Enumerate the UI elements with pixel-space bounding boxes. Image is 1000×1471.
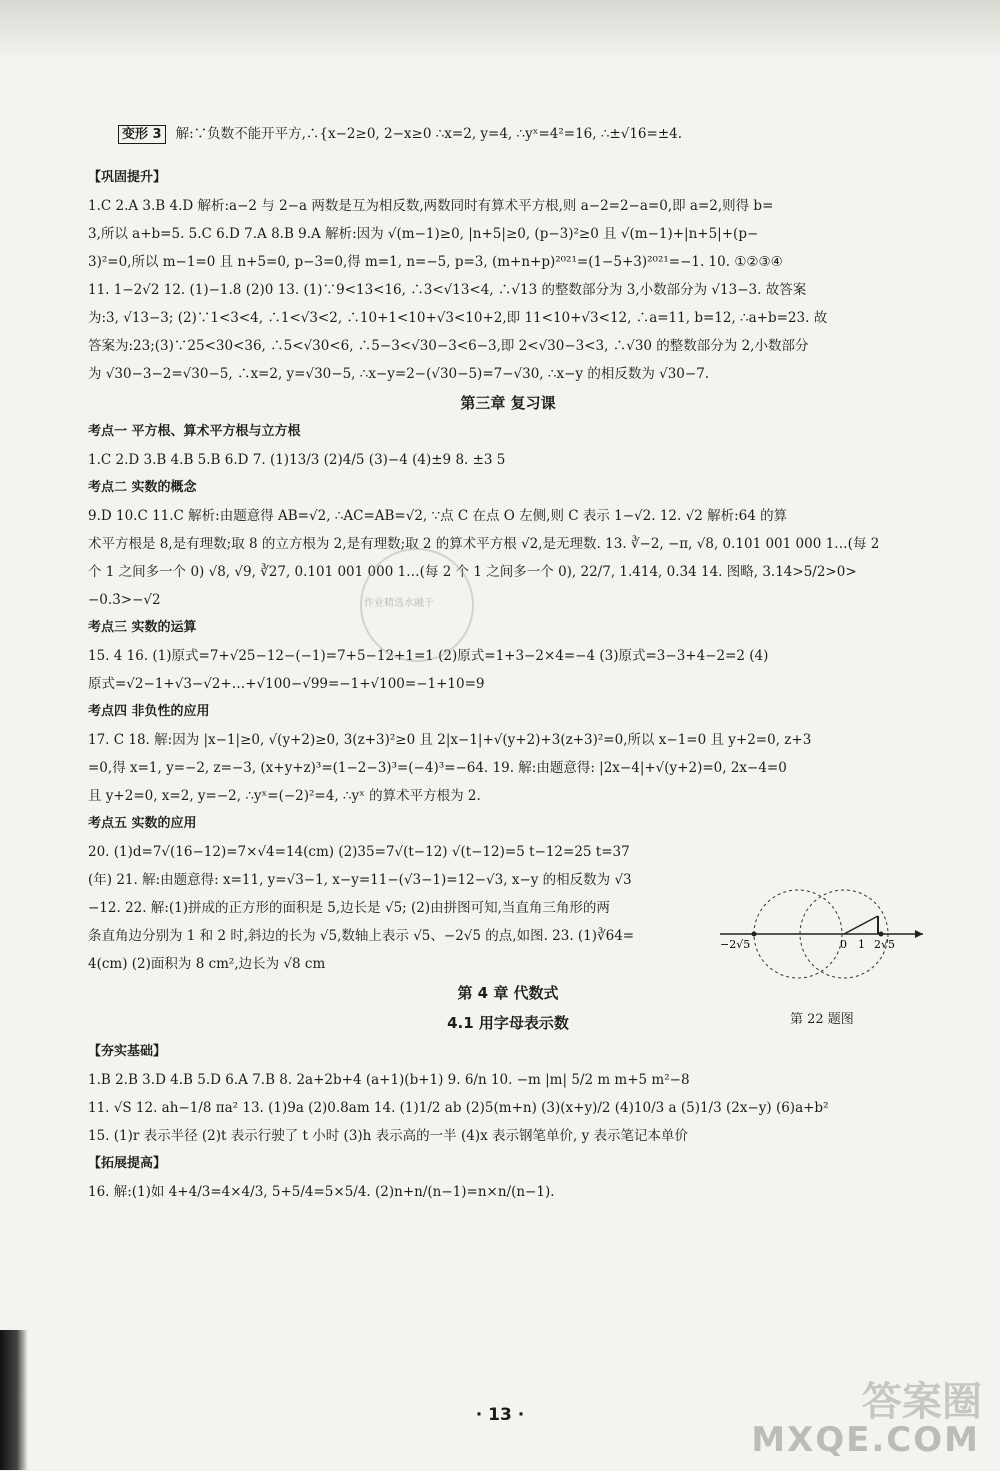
figure-caption: 第 22 题图	[790, 1012, 854, 1027]
bianxing-3	[118, 120, 928, 148]
gonggu-line: 1.C 2.A 3.B 4.D 解析:a−2 与 2−a 两数是互为相反数,两数同时有算术平方根,则 a−2=2−a=0,即 a=2,则得 b=	[88, 198, 774, 214]
label-neg-2root5: −2√5	[720, 938, 751, 951]
label-one: 1	[858, 938, 865, 951]
kaodian-2: 考点二 实数的概念	[88, 480, 197, 495]
gonggu-line: 答案为:23;(3)∵25<30<36, ∴5<√30<6, ∴5−3<√30−3<6−3,即 2<√30−3<3, ∴√30 的整数部分为 2,小数部分	[88, 338, 809, 354]
section-hangshi: 【夯实基础】	[88, 1044, 167, 1059]
label-zero: 0	[840, 938, 847, 951]
kaodian-1-line: 1.C 2.D 3.B 4.B 5.B 6.D 7. (1)13/3 (2)4/5 (3)−4 (4)±9 8. ±3 5	[88, 452, 506, 468]
answer-content	[88, 120, 928, 1206]
gonggu-line: 为 √30−3−2=√30−5, ∴x=2, y=√30−5, ∴x−y=2−(√30−5)=7−√30, ∴x−y 的相反数为 √30−7.	[88, 366, 710, 382]
kaodian-5-line: 4(cm) (2)面积为 8 cm²,边长为 √8 cm	[88, 956, 326, 972]
kaodian-2-line: −0.3̇>−√2	[88, 592, 161, 608]
kaodian-5-line: 20. (1)d=7√(16−12)=7×√4=14(cm) (2)35=7√(t−12) √(t−12)=5 t−12=25 t=37	[88, 844, 630, 860]
kaodian-4-line: =0,得 x=1, y=−2, z=−3, (x+y+z)³=(1−2−3)³=(−4)³=−64. 19. 解:由题意得: |2x−4|+√(y+2)=0, 2x−4=0	[88, 760, 787, 776]
watermark-stamp-text: 作业精选水融于	[364, 598, 434, 609]
label-2root5: 2√5	[874, 938, 896, 951]
kaodian-2-line: 个 1 之间多一个 0) √8, √9, ∛27, 0.101 001 000 1…(每 2 个 1 之间多一个 0), 22/7, 1.414, 0.3̇4̇ 14. 图略, 3.14>5/2>0>	[88, 564, 857, 580]
kaodian-2-line: 术平方根是 8,是有理数;取 8 的立方根为 2,是有理数;取 2 的算术平方根 √2,是无理数. 13. ∛−2, −π, √8, 0.101 001 000 1…(每 2	[88, 536, 880, 552]
kaodian-5-line: 条直角边分别为 1 和 2 时,斜边的长为 √5,数轴上表示 √5、−2√5 的点,如图. 23. (1)∛64=	[88, 928, 635, 944]
kaodian-5-line: −12. 22. 解:(1)拼成的正方形的面积是 5,边长是 √5; (2)由拼图可知,当直角三角形的两	[88, 900, 610, 916]
gonggu-line: 3)²=0,所以 m−1=0 且 n+5=0, p−3=0,得 m=1, n=−5, p=3, (m+n+p)²⁰²¹=(1−5+3)²⁰²¹=−1. 10. ①②③④	[88, 254, 783, 270]
hangshi-line: 15. (1)r 表示半径 (2)t 表示行驶了 t 小时 (3)h 表示高的一半 (4)x 表示钢笔单价, y 表示笔记本单价	[88, 1128, 688, 1144]
kaodian-5-line: (年) 21. 解:由题意得: x=11, y=√3−1, x−y=11−(√3−1)=12−√3, x−y 的相反数为 √3	[88, 872, 632, 888]
bianxing-text: 解:∵负数不能开平方,∴{x−2≥0, 2−x≥0 ∴x=2, y=4, ∴yˣ=4²=16, ∴±√16=±4.	[175, 126, 683, 142]
watermark-site: MXQE.COM	[751, 1420, 980, 1460]
chapter-4-title: 第 4 章 代数式	[457, 984, 559, 1002]
kaodian-5: 考点五 实数的应用	[88, 816, 197, 831]
kaodian-3-line: 原式=√2−1+√3−√2+…+√100−√99=−1+√100=−1+10=9	[88, 676, 485, 692]
page-number: · 13 ·	[475, 1405, 525, 1425]
scan-shadow	[0, 0, 1000, 60]
section-4-1-title: 4.1 用字母表示数	[447, 1014, 569, 1032]
gonggu-block	[88, 192, 928, 388]
axis-arrow	[915, 930, 923, 938]
gonggu-line: 为:3, √13−3; (2)∵1<3<4, ∴1<√3<2, ∴10+1<10+√3<10+2,即 11<10+√3<12, ∴a=11, b=12, ∴a+b=23. 故	[88, 310, 828, 326]
kaodian-1: 考点一 平方根、算术平方根与立方根	[88, 424, 301, 439]
watermark-logo: 答案圈	[862, 1379, 982, 1425]
scan-edge-shadow	[0, 1330, 28, 1470]
kaodian-4-line: 17. C 18. 解:因为 |x−1|≥0, √(y+2)≥0, 3(z+3)²≥0 且 2|x−1|+√(y+2)+3(z+3)²=0,所以 x−1=0 且 y+2=0, z+3	[88, 732, 812, 748]
gonggu-line: 3,所以 a+b=5. 5.C 6.D 7.A 8.B 9.A 解析:因为 √(m−1)≥0, |n+5|≥0, (p−3)²≥0 且 √(m−1)+|n+5|+(p−	[88, 226, 759, 242]
gonggu-line: 11. 1−2√2 12. (1)−1.8 (2)0 13. (1)∵9<13<16, ∴3<√13<4, ∴√13 的整数部分为 3,小数部分为 √13−3. 故答案	[88, 282, 807, 298]
point-pos	[879, 932, 884, 937]
chapter-3-title: 第三章 复习课	[460, 394, 556, 412]
hypotenuse	[844, 916, 878, 934]
hangshi-line: 1.B 2.B 3.D 4.B 5.D 6.A 7.B 8. 2a+2b+4 (a+1)(b+1) 9. 6/n 10. −m |m| 5/2 m m+5 m²−8	[88, 1072, 690, 1088]
section-gonggu: 【巩固提升】	[88, 170, 167, 185]
kaodian-4: 考点四 非负性的应用	[88, 704, 210, 719]
kaodian-4-line: 且 y+2=0, x=2, y=−2, ∴yˣ=(−2)²=4, ∴yˣ 的算术平方根为 2.	[88, 788, 481, 804]
kaodian-3-line: 15. 4 16. (1)原式=7+√25−12−(−1)=7+5−12+1=1 (2)原式=1+3−2×4=−4 (3)原式=3−3+4−2=2 (4)	[88, 648, 769, 664]
point-neg	[752, 932, 757, 937]
tuozhan-line: 16. 解:(1)如 4+4/3=4×4/3, 5+5/4=5×5/4. (2)n+n/(n−1)=n×n/(n−1).	[88, 1184, 555, 1200]
kaodian-2-line: 9.D 10.C 11.C 解析:由题意得 AB=√2, ∴AC=AB=√2, ∵点 C 在点 O 左侧,则 C 表示 1−√2. 12. √2 解析:64 的算	[88, 508, 788, 524]
kaodian-3: 考点三 实数的运算	[88, 620, 197, 635]
section-tuozhan: 【拓展提高】	[88, 1156, 167, 1171]
hangshi-line: 11. √S 12. ah−1/8 πa² 13. (1)9a (2)0.8am 14. (1)1/2 ab (2)5(m+n) (3)(x+y)/2 (4)10/3 a (5)1/3 (2x−y) (6)a+b²	[88, 1100, 829, 1116]
bianxing-tag: 变形 3	[118, 125, 166, 144]
